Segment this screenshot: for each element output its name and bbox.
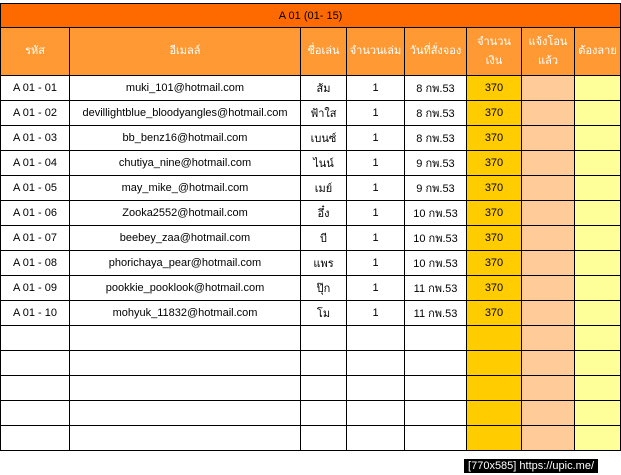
- column-header[interactable]: อีเมลล์: [70, 28, 301, 76]
- nickname-cell[interactable]: ปุ๊ก: [301, 276, 347, 301]
- amount-cell[interactable]: 370: [467, 176, 522, 201]
- table-row: [1, 101, 621, 126]
- quantity-cell[interactable]: 1: [347, 301, 405, 326]
- order-date-cell[interactable]: 11 กพ.53: [405, 301, 467, 326]
- amount-cell[interactable]: 370: [467, 76, 522, 101]
- column-header[interactable]: ต้องลาย: [575, 28, 621, 76]
- table-row: [1, 126, 621, 151]
- order-date-cell[interactable]: 10 กพ.53: [405, 226, 467, 251]
- extra-cell[interactable]: [575, 251, 621, 276]
- email-cell[interactable]: [70, 401, 301, 426]
- quantity-cell[interactable]: 1: [347, 76, 405, 101]
- code-cell[interactable]: A 01 - 10: [1, 301, 70, 326]
- extra-cell[interactable]: [575, 326, 621, 351]
- code-cell[interactable]: [1, 351, 70, 376]
- quantity-cell[interactable]: [347, 401, 405, 426]
- code-cell[interactable]: [1, 426, 70, 451]
- order-date-cell[interactable]: 8 กพ.53: [405, 76, 467, 101]
- quantity-cell[interactable]: 1: [347, 276, 405, 301]
- nickname-cell[interactable]: [301, 351, 347, 376]
- code-cell[interactable]: [1, 376, 70, 401]
- transfer-notified-cell[interactable]: [522, 301, 575, 326]
- code-cell[interactable]: A 01 - 07: [1, 226, 70, 251]
- code-cell[interactable]: A 01 - 09: [1, 276, 70, 301]
- code-cell[interactable]: A 01 - 02: [1, 101, 70, 126]
- transfer-notified-cell[interactable]: [522, 376, 575, 401]
- amount-cell[interactable]: 370: [467, 101, 522, 126]
- code-cell[interactable]: A 01 - 04: [1, 151, 70, 176]
- transfer-notified-cell[interactable]: [522, 201, 575, 226]
- email-cell[interactable]: beebey_zaa@hotmail.com: [70, 226, 301, 251]
- quantity-cell[interactable]: [347, 326, 405, 351]
- email-cell[interactable]: mohyuk_11832@hotmail.com: [70, 301, 301, 326]
- extra-cell[interactable]: [575, 376, 621, 401]
- order-date-cell[interactable]: 10 กพ.53: [405, 201, 467, 226]
- amount-cell[interactable]: 370: [467, 151, 522, 176]
- order-date-cell[interactable]: 10 กพ.53: [405, 251, 467, 276]
- amount-cell[interactable]: [467, 326, 522, 351]
- code-cell[interactable]: [1, 326, 70, 351]
- table-row: [1, 301, 621, 326]
- order-date-cell[interactable]: 11 กพ.53: [405, 276, 467, 301]
- sheet-title[interactable]: A 01 (01- 15): [1, 4, 621, 28]
- amount-cell[interactable]: 370: [467, 276, 522, 301]
- extra-cell[interactable]: [575, 226, 621, 251]
- table-row: [1, 176, 621, 201]
- nickname-cell[interactable]: ไนน์: [301, 151, 347, 176]
- code-cell[interactable]: A 01 - 06: [1, 201, 70, 226]
- email-cell[interactable]: pookkie_pooklook@hotmail.com: [70, 276, 301, 301]
- transfer-notified-cell[interactable]: [522, 151, 575, 176]
- nickname-cell[interactable]: ฟ้าใส: [301, 101, 347, 126]
- order-date-cell[interactable]: [405, 376, 467, 401]
- quantity-cell[interactable]: [347, 426, 405, 451]
- nickname-cell[interactable]: โม: [301, 301, 347, 326]
- amount-cell[interactable]: 370: [467, 301, 522, 326]
- transfer-notified-cell[interactable]: [522, 326, 575, 351]
- transfer-notified-cell[interactable]: [522, 426, 575, 451]
- column-header[interactable]: จำนวนเล่ม: [347, 28, 405, 76]
- transfer-notified-cell[interactable]: [522, 76, 575, 101]
- table-row: [1, 276, 621, 301]
- amount-cell[interactable]: [467, 401, 522, 426]
- nickname-cell[interactable]: [301, 401, 347, 426]
- transfer-notified-cell[interactable]: [522, 176, 575, 201]
- quantity-cell[interactable]: 1: [347, 251, 405, 276]
- table-row: [1, 376, 621, 401]
- quantity-cell[interactable]: 1: [347, 226, 405, 251]
- nickname-cell[interactable]: [301, 426, 347, 451]
- email-cell[interactable]: [70, 426, 301, 451]
- table-row: [1, 351, 621, 376]
- extra-cell[interactable]: [575, 426, 621, 451]
- header-row: [1, 28, 621, 76]
- nickname-cell[interactable]: อึ๋ง: [301, 201, 347, 226]
- order-date-cell[interactable]: 9 กพ.53: [405, 151, 467, 176]
- transfer-notified-cell[interactable]: [522, 101, 575, 126]
- nickname-cell[interactable]: เบนซ์: [301, 126, 347, 151]
- column-header[interactable]: ชื่อเล่น: [301, 28, 347, 76]
- order-date-cell[interactable]: 8 กพ.53: [405, 126, 467, 151]
- extra-cell[interactable]: [575, 126, 621, 151]
- extra-cell[interactable]: [575, 176, 621, 201]
- extra-cell[interactable]: [575, 401, 621, 426]
- table-row: [1, 326, 621, 351]
- email-cell[interactable]: [70, 351, 301, 376]
- quantity-cell[interactable]: 1: [347, 176, 405, 201]
- code-cell[interactable]: [1, 401, 70, 426]
- extra-cell[interactable]: [575, 276, 621, 301]
- table-row: [1, 251, 621, 276]
- nickname-cell[interactable]: ส้ม: [301, 76, 347, 101]
- transfer-notified-cell[interactable]: [522, 401, 575, 426]
- email-cell[interactable]: phorichaya_pear@hotmail.com: [70, 251, 301, 276]
- code-cell[interactable]: A 01 - 03: [1, 126, 70, 151]
- quantity-cell[interactable]: [347, 351, 405, 376]
- reservation-table: [0, 3, 621, 451]
- extra-cell[interactable]: [575, 351, 621, 376]
- email-cell[interactable]: muki_101@hotmail.com: [70, 76, 301, 101]
- table-row: [1, 426, 621, 451]
- column-header[interactable]: รหัส: [1, 28, 70, 76]
- email-cell[interactable]: may_mike_@hotmail.com: [70, 176, 301, 201]
- order-date-cell[interactable]: [405, 401, 467, 426]
- sheet-title-row: [1, 4, 621, 28]
- email-cell[interactable]: Zooka2552@hotmail.com: [70, 201, 301, 226]
- nickname-cell[interactable]: [301, 326, 347, 351]
- table-row: [1, 151, 621, 176]
- code-cell[interactable]: A 01 - 08: [1, 251, 70, 276]
- amount-cell[interactable]: 370: [467, 126, 522, 151]
- amount-cell[interactable]: [467, 426, 522, 451]
- email-cell[interactable]: chutiya_nine@hotmail.com: [70, 151, 301, 176]
- quantity-cell[interactable]: 1: [347, 101, 405, 126]
- transfer-notified-cell[interactable]: [522, 276, 575, 301]
- nickname-cell[interactable]: เมย์: [301, 176, 347, 201]
- extra-cell[interactable]: [575, 151, 621, 176]
- quantity-cell[interactable]: 1: [347, 151, 405, 176]
- transfer-notified-cell[interactable]: [522, 351, 575, 376]
- code-cell[interactable]: A 01 - 05: [1, 176, 70, 201]
- table-row: [1, 226, 621, 251]
- order-date-cell[interactable]: 8 กพ.53: [405, 101, 467, 126]
- extra-cell[interactable]: [575, 301, 621, 326]
- amount-cell[interactable]: 370: [467, 201, 522, 226]
- transfer-notified-cell[interactable]: [522, 226, 575, 251]
- transfer-notified-cell[interactable]: [522, 251, 575, 276]
- transfer-notified-cell[interactable]: [522, 126, 575, 151]
- column-header[interactable]: จำนวนเงิน: [467, 28, 522, 76]
- quantity-cell[interactable]: 1: [347, 201, 405, 226]
- quantity-cell[interactable]: 1: [347, 126, 405, 151]
- table-row: [1, 76, 621, 101]
- table-row: [1, 401, 621, 426]
- extra-cell[interactable]: [575, 201, 621, 226]
- nickname-cell[interactable]: บี: [301, 226, 347, 251]
- amount-cell[interactable]: [467, 351, 522, 376]
- nickname-cell[interactable]: แพร: [301, 251, 347, 276]
- amount-cell[interactable]: 370: [467, 251, 522, 276]
- code-cell[interactable]: A 01 - 01: [1, 76, 70, 101]
- email-cell[interactable]: [70, 326, 301, 351]
- extra-cell[interactable]: [575, 76, 621, 101]
- column-header[interactable]: แจ้งโอนแล้ว: [522, 28, 575, 76]
- order-date-cell[interactable]: 9 กพ.53: [405, 176, 467, 201]
- order-date-cell[interactable]: [405, 351, 467, 376]
- extra-cell[interactable]: [575, 101, 621, 126]
- email-cell[interactable]: [70, 376, 301, 401]
- order-date-cell[interactable]: [405, 326, 467, 351]
- amount-cell[interactable]: 370: [467, 226, 522, 251]
- email-cell[interactable]: devillightblue_bloodyangles@hotmail.com: [70, 101, 301, 126]
- nickname-cell[interactable]: [301, 376, 347, 401]
- order-date-cell[interactable]: [405, 426, 467, 451]
- column-header[interactable]: วันที่สั่งจอง: [405, 28, 467, 76]
- amount-cell[interactable]: [467, 376, 522, 401]
- table-row: [1, 201, 621, 226]
- upic-watermark: [770x585] https://upic.me/: [464, 459, 598, 473]
- quantity-cell[interactable]: [347, 376, 405, 401]
- email-cell[interactable]: bb_benz16@hotmail.com: [70, 126, 301, 151]
